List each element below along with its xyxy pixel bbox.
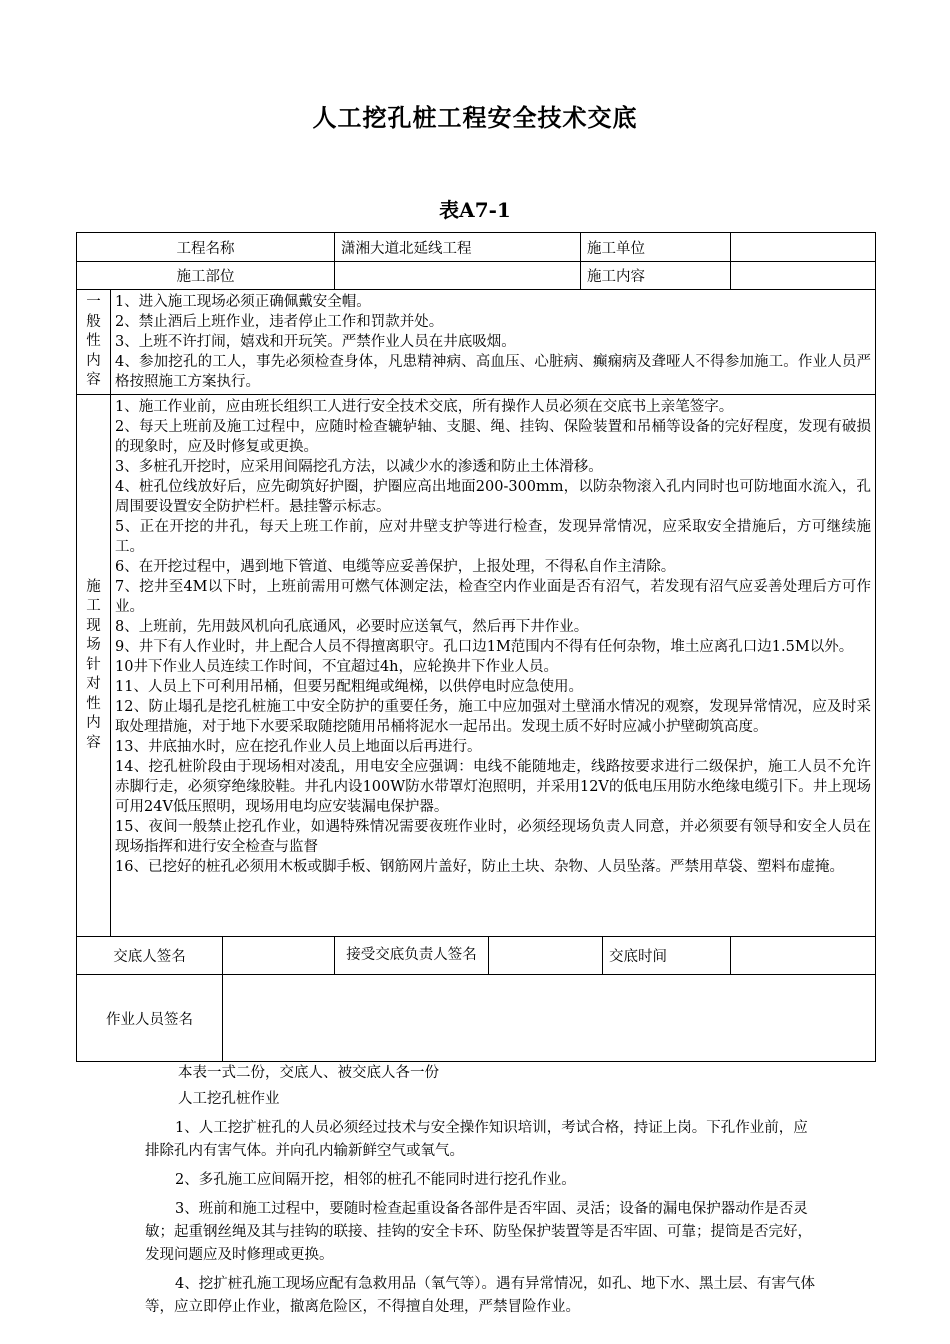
general-item: 2、禁止酒后上班作业，违者停止工作和罚款并处。 <box>115 314 444 330</box>
construction-unit-value[interactable] <box>731 233 876 262</box>
form-number: 表A7-1 <box>439 198 511 222</box>
footer-paragraph: 2、多孔施工应间隔开挖，相邻的桩孔不能同时进行挖孔作业。 <box>175 1172 576 1188</box>
receiver-signer-field[interactable] <box>489 937 603 975</box>
site-item: 10井下作业人员连续工作时间，不宜超过4h，应轮换井下作业人员。 <box>115 659 559 675</box>
site-item: 5、正在开挖的井孔，每天上班工作前，应对井壁支护等进行检查，发现异常情况，应采取安全措施后，方可继续施工。 <box>115 519 872 555</box>
general-content-label <box>77 290 111 395</box>
site-item: 6、在开挖过程中，遇到地下管道、电缆等应妥善保护，上报处理，不得私自作主清除。 <box>115 559 676 575</box>
construction-unit-label: 施工单位 <box>581 233 731 262</box>
row-general-content <box>77 290 876 395</box>
site-item: 15、夜间一般禁止挖孔作业，如遇特殊情况需要夜班作业时，必须经现场负责人同意，并必须要有领导和安全人员在现场指挥和进行安全检查与监督 <box>115 819 872 855</box>
project-name-value[interactable]: 潇湘大道北延线工程 <box>335 233 581 262</box>
footer-paragraph: 4、挖扩桩孔施工现场应配有急救用品（氧气等）。遇有异常情况，如孔、地下水、黑土层、有害气体等，应立即停止作业，撤离危险区，不得擅自处理，严禁冒险作业。 <box>145 1276 815 1315</box>
construction-part-label: 施工部位 <box>77 262 335 290</box>
row-site-content <box>77 395 876 937</box>
site-item: 7、挖井至4M以下时，上班前需用可燃气体测定法，检查空内作业面是否有沼气，若发现有沼气应妥善处理后方可作业。 <box>115 579 872 615</box>
site-content-label-text: 施工现场针对性内容 <box>86 578 101 751</box>
receiver-signer-label: 接受交底负责人签名 <box>335 937 489 975</box>
worker-signer-field[interactable] <box>223 975 876 1062</box>
general-content-label-text: 一般性内容 <box>86 294 101 389</box>
copy-note: 本表一式二份，交底人、被交底人各一份 <box>178 1065 439 1081</box>
site-item: 8、上班前，先用鼓风机向孔底通风，必要时应送氧气，然后再下井作业。 <box>115 619 589 635</box>
project-name-label: 工程名称 <box>77 233 335 262</box>
construction-content-value[interactable] <box>731 262 876 290</box>
site-item: 13、井底抽水时，应在挖孔作业人员上地面以后再进行。 <box>115 739 482 755</box>
site-item: 1、施工作业前，应由班长组织工人进行安全技术交底，所有操作人员必须在交底书上亲笔签字。 <box>115 399 734 415</box>
general-item: 4、参加挖孔的工人，事先必须检查身体，凡患精神病、高血压、心脏病、癫痫病及聋哑人不得参加施工。作业人员严格按照施工方案执行。 <box>115 354 872 390</box>
site-item: 16、已挖好的桩孔必须用木板或脚手板、钢筋网片盖好，防止土块、杂物、人员坠落。严禁用草袋、塑料布虚掩。 <box>115 859 844 875</box>
row-signatures <box>77 937 876 975</box>
footer-notes <box>145 1062 815 1319</box>
site-item: 14、挖孔桩阶段由于现场相对凌乱，用电安全应强调：电线不能随地走，线路按要求进行二级保护，施工人员不允许赤脚行走，必须穿绝缘胶鞋。井孔内设100W防水带罩灯泡照明，并采用12V的低电压用防水绝缘电缆引下。井上现场可用24V低压照明，现场用电均应安装漏电保护器。 <box>115 759 872 815</box>
site-item: 11、人员上下可利用吊桶，但要另配粗绳或绳梯，以供停电时应急使用。 <box>115 679 583 695</box>
site-item: 4、桩孔位线放好后，应先砌筑好护圈，护圈应高出地面200-300mm，以防杂物滚入孔内同时也可防地面水流入，孔周围要设置安全防护栏杆。悬挂警示标志。 <box>115 479 872 515</box>
footer-paragraph: 3、班前和施工过程中，要随时检查起重设备各部件是否牢固、灵活；设备的漏电保护器动作是否灵敏；起重钢丝绳及其与挂钩的联接、挂钩的安全卡环、防坠保护装置等是否牢固、可靠；提筒是否完好，发现问题应及时修理或更换。 <box>145 1201 812 1263</box>
disclosure-time-label: 交底时间 <box>603 937 731 975</box>
disclosure-signer-label: 交底人签名 <box>77 937 223 975</box>
site-content-list <box>111 395 876 937</box>
row-worker-signatures <box>77 975 876 1062</box>
footer-paragraph: 1、人工挖扩桩孔的人员必须经过技术与安全操作知识培训，考试合格，持证上岗。下孔作业前，应排除孔内有害气体。并向孔内输新鲜空气或氧气。 <box>145 1120 808 1159</box>
row-project-name <box>77 233 876 262</box>
disclosure-time-field[interactable] <box>731 937 876 975</box>
document-title: 人工挖孔桩工程安全技术交底 <box>312 103 638 132</box>
disclosure-signer-field[interactable] <box>223 937 335 975</box>
worker-signer-label: 作业人员签名 <box>77 975 223 1062</box>
disclosure-table <box>76 232 876 1062</box>
general-item: 3、上班不许打闹，嬉戏和开玩笑。严禁作业人员在井底吸烟。 <box>115 334 516 350</box>
general-content-list <box>111 290 876 395</box>
site-item: 12、防止塌孔是挖孔桩施工中安全防护的重要任务，施工中应加强对土壁涌水情况的观察，发现异常情况，应及时采取处理措施，对于地下水要采取随挖随用吊桶将泥水一起吊出。发现土质不好时应减小护壁砌筑高度。 <box>115 699 872 735</box>
row-construction-part <box>77 262 876 290</box>
site-item: 2、每天上班前及施工过程中，应随时检查辘轳轴、支腿、绳、挂钩、保险装置和吊桶等设备的完好程度，发现有破损的现象时，应及时修复或更换。 <box>115 419 872 455</box>
section-heading: 人工挖孔桩作业 <box>178 1091 280 1107</box>
general-item: 1、进入施工现场必须正确佩戴安全帽。 <box>115 294 371 310</box>
site-item: 9、井下有人作业时，井上配合人员不得擅离职守。孔口边1M范围内不得有任何杂物，堆土应离孔口边1.5M以外。 <box>115 639 854 655</box>
construction-part-value[interactable] <box>335 262 581 290</box>
construction-content-label: 施工内容 <box>581 262 731 290</box>
site-item: 3、多桩孔开挖时，应采用间隔挖孔方法，以减少水的渗透和防止土体滑移。 <box>115 459 603 475</box>
site-content-label <box>77 395 111 937</box>
